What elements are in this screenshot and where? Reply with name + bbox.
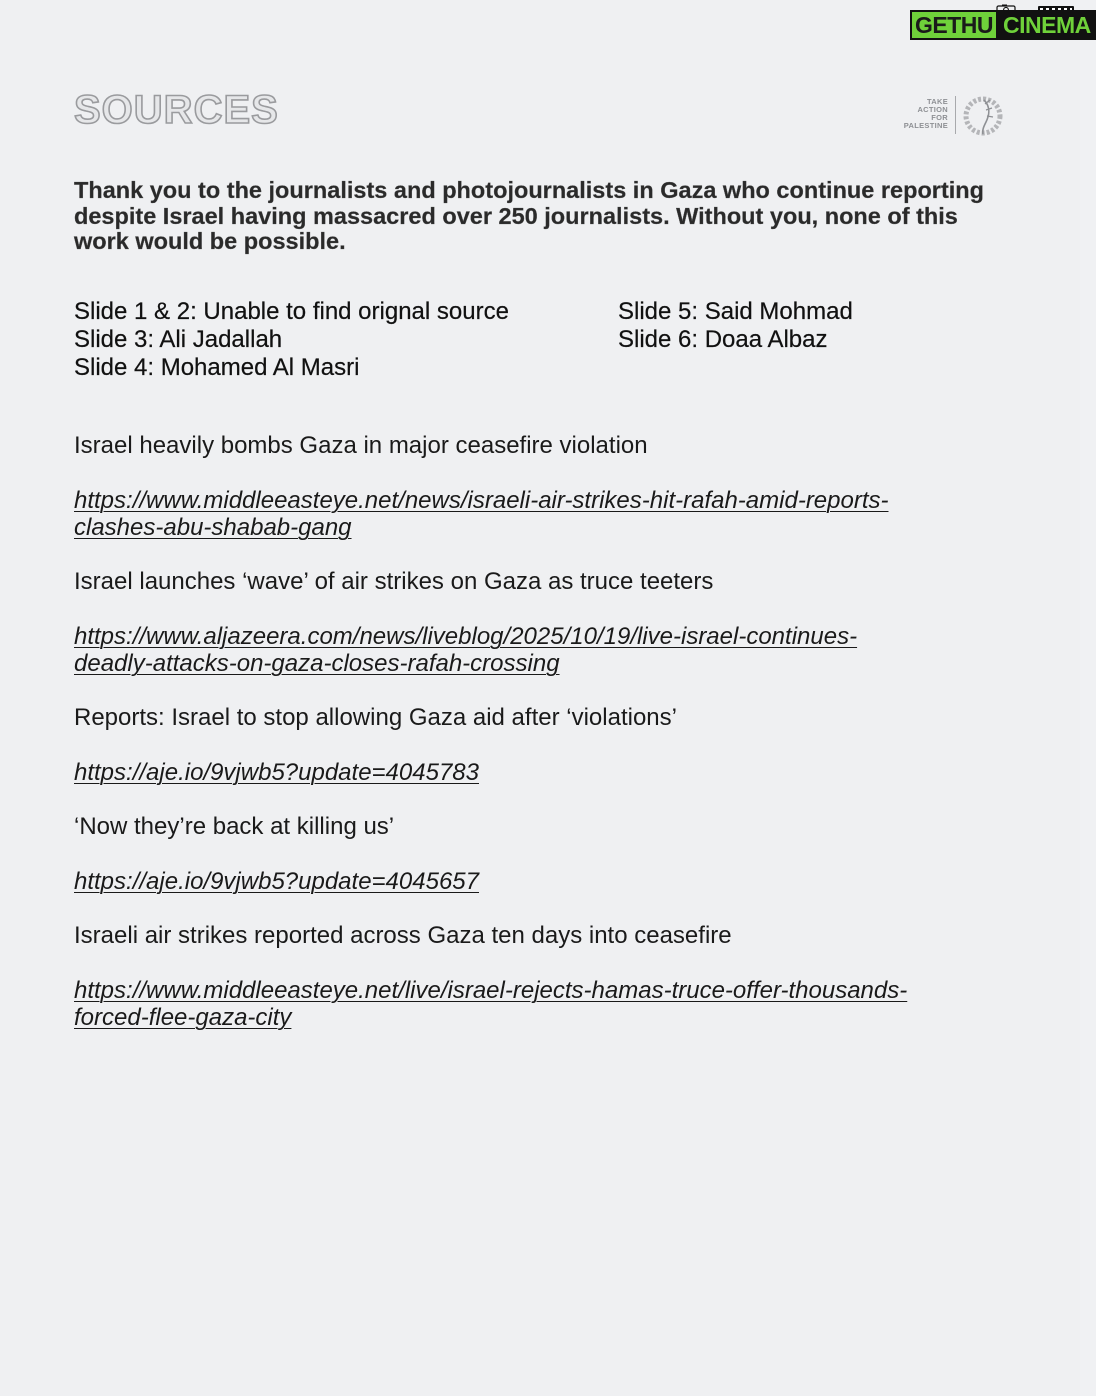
take-action-logo — [900, 90, 1010, 142]
watermark-part1: GETHU — [910, 10, 998, 40]
page-title: SOURCES — [74, 88, 279, 132]
credits-left-column — [74, 298, 509, 382]
source-link-line: https://www.middleeasteye.net/news/israeli-air-strikes-hit-rafah-amid-reports- — [74, 487, 889, 514]
source-item — [74, 813, 1014, 895]
credit-item: Slide 6: Doaa Albaz — [618, 326, 828, 353]
source-link-line: https://www.aljazeera.com/news/liveblog/2025/10/19/live-israel-continues- — [74, 623, 858, 650]
sources-list — [74, 432, 1014, 1058]
logo-line: TAKE — [926, 97, 948, 106]
circular-emblem-icon — [960, 92, 1006, 140]
source-link[interactable] — [74, 623, 984, 677]
logo-line: FOR — [931, 113, 948, 122]
source-item — [74, 704, 1014, 786]
source-link[interactable] — [74, 868, 984, 895]
logo-line: PALESTINE — [903, 121, 948, 130]
source-link-line: forced-flee-gaza-city — [74, 1004, 292, 1031]
source-item — [74, 568, 1014, 677]
source-link[interactable] — [74, 487, 984, 541]
source-title: Israel heavily bombs Gaza in major ceasefire violation — [74, 432, 648, 459]
watermark — [910, 4, 1091, 44]
source-title: Reports: Israel to stop allowing Gaza aid after ‘violations’ — [74, 704, 677, 731]
source-item — [74, 432, 1014, 541]
watermark-part2: CINEMA — [998, 10, 1096, 40]
source-title: Israel launches ‘wave’ of air strikes on Gaza as truce teeters — [74, 568, 714, 595]
credits-right-column — [618, 298, 853, 354]
source-link-line: https://www.middleeasteye.net/live/israel-rejects-hamas-truce-offer-thousands- — [74, 977, 908, 1004]
credit-item: Slide 3: Ali Jadallah — [74, 326, 283, 353]
watermark-text — [910, 12, 1096, 38]
source-link[interactable] — [74, 759, 984, 786]
source-link-line: https://aje.io/9vjwb5?update=4045657 — [74, 868, 479, 895]
source-link[interactable] — [74, 977, 984, 1031]
credit-item: Slide 4: Mohamed Al Masri — [74, 354, 360, 381]
logo-divider — [955, 96, 956, 134]
source-title: Israeli air strikes reported across Gaza ten days into ceasefire — [74, 922, 732, 949]
source-link-line: https://aje.io/9vjwb5?update=4045783 — [74, 759, 479, 786]
logo-text — [900, 98, 948, 130]
thank-you-message: Thank you to the journalists and photojournalists in Gaza who continue reporting despite Israel having massacred over 250 journalists. Without you, none of this work would be possible. — [74, 177, 985, 254]
source-title: ‘Now they’re back at killing us’ — [74, 813, 395, 840]
source-item — [74, 922, 1014, 1031]
logo-line: ACTION — [917, 105, 948, 114]
credit-item: Slide 1 & 2: Unable to find orignal source — [74, 298, 509, 325]
credit-item: Slide 5: Said Mohmad — [618, 298, 853, 325]
source-link-line: clashes-abu-shabab-gang — [74, 514, 352, 541]
source-link-line: deadly-attacks-on-gaza-closes-rafah-crossing — [74, 650, 560, 677]
